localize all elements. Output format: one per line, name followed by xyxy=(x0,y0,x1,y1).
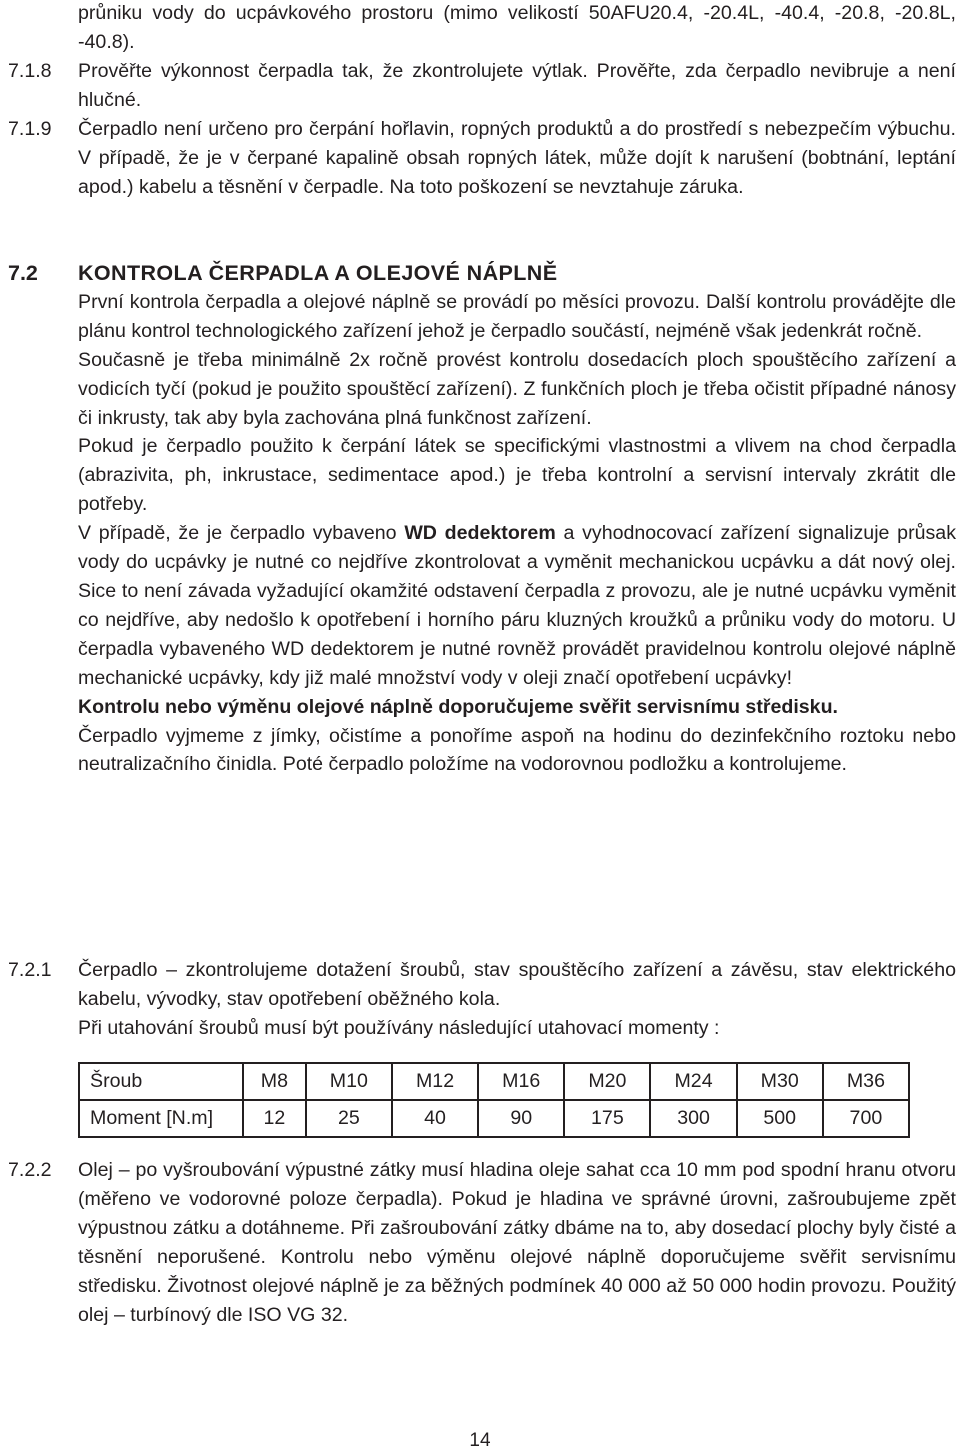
table-cell: M12 xyxy=(392,1063,478,1100)
paragraph: Čerpadlo vyjmeme z jímky, očistíme a ponoříme aspoň na hodinu do dezinfekčního roztoku nebo neutralizačního činidla. Poté čerpadlo položíme na vodorovnou podložku a kontrolujeme. xyxy=(78,724,956,776)
item-7-1-8 xyxy=(0,57,960,115)
item-7-1-9 xyxy=(0,115,960,202)
paragraph: V případě, že je čerpadlo vybaveno WD dedektorem a vyhodnocovací zařízení signalizuje průsak vody do ucpávky je nutné co nejdříve zkontrolovat a vyměnit mechanickou ucpávku a dát nový olej. Sice to není závada vyžadující okamžité odstavení čerpadla z provozu, ale je nutné ucpávku vyměnit co nejdříve, aby nedošlo k opotřebení i horního páru kluzných kroužků a průniku vody do motoru. U čerpadla vybaveného WD dedektorem je nutné rovněž provádět pravidelnou kontrolu olejové náplně mechanické ucpávky, kdy již malé množství vody v oleji značí opotřebení ucpávky! xyxy=(78,522,956,689)
table-row-label: Šroub xyxy=(79,1063,243,1100)
table-cell: M30 xyxy=(737,1063,823,1100)
table-cell: M36 xyxy=(823,1063,909,1100)
table-cell: 175 xyxy=(564,1100,650,1137)
section-number: 7.2 xyxy=(8,261,38,285)
item-text: Při utahování šroubů musí být používány následující utahovací momenty : xyxy=(78,1016,720,1039)
item-number: 7.1.9 xyxy=(8,118,52,140)
paragraph: První kontrola čerpadla a olejové náplně se provádí po měsíci provozu. Další kontrolu provádějte dle plánu kontrol technologického zařízení jehož je čerpadlo součástí, nejméně však jedenkrát ročně. xyxy=(78,290,956,342)
table-cell: 500 xyxy=(737,1100,823,1137)
page-number: 14 xyxy=(469,1430,491,1451)
bold-paragraph: Kontrolu nebo výměnu olejové náplně doporučujeme svěřit servisnímu středisku. xyxy=(78,695,838,718)
table-cell: 25 xyxy=(306,1100,392,1137)
item-text: Prověřte výkonnost čerpadla tak, že zkontrolujete výtlak. Prověřte, zda čerpadlo nevibruje a není hlučné. xyxy=(78,60,956,111)
item-text: Olej – po vyšroubování výpustné zátky musí hladina oleje sahat cca 10 mm pod spodní hranu otvoru (měřeno ve vodorovné poloze čerpadla). Pokud je hladina ve správné úrovni, zašroubujeme zpět výpustnou zátku a dotáhneme. Při zašroubování zátky dbáme na to, aby dosedací plochy byly čisté a těsnění neporušené. Kontrolu nebo výměnu olejové náplně doporučujeme svěřit servisnímu středisku. Životnost olejové náplně je za běžných podmínek 40 000 až 50 000 hodin provozu. Použitý olej – turbínový dle ISO VG 32. xyxy=(78,1159,956,1326)
continuation-block xyxy=(0,0,960,57)
table-cell: M24 xyxy=(650,1063,736,1100)
table-cell: M8 xyxy=(243,1063,306,1100)
table-cell: 40 xyxy=(392,1100,478,1137)
torque-table xyxy=(78,1062,910,1138)
item-7-2-2 xyxy=(0,1156,960,1329)
item-number: 7.1.8 xyxy=(8,60,52,82)
table-cell: 90 xyxy=(478,1100,564,1137)
table-row xyxy=(79,1063,909,1100)
item-number: 7.2.2 xyxy=(8,1159,52,1181)
table-cell: M10 xyxy=(306,1063,392,1100)
table-row xyxy=(79,1100,909,1137)
section-7-2 xyxy=(0,259,960,779)
section-title: KONTROLA ČERPADLA A OLEJOVÉ NÁPLNĚ xyxy=(78,261,558,285)
item-number: 7.2.1 xyxy=(8,959,52,981)
table-row-label: Moment [N.m] xyxy=(79,1100,243,1137)
table-cell: M20 xyxy=(564,1063,650,1100)
continuation-text: průniku vody do ucpávkového prostoru (mimo velikostí 50AFU20.4, -20.4L, -40.4, -20.8, -20.8L, -40.8). xyxy=(78,2,956,53)
item-text: Čerpadlo – zkontrolujeme dotažení šroubů, stav spouštěcího zařízení a závěsu, stav elektrického kabelu, vývodky, stav opotřebení oběžného kola. xyxy=(78,959,956,1010)
item-text: Čerpadlo není určeno pro čerpání hořlavin, ropných produktů a do prostředí s nebezpečím výbuchu. V případě, že je v čerpané kapalině obsah ropných látek, může dojít k narušení (bobtnání, leptání apod.) kabelu a těsnění v čerpadle. Na toto poškození se nevztahuje záruka. xyxy=(78,118,956,198)
table-cell: 300 xyxy=(650,1100,736,1137)
table-cell: M16 xyxy=(478,1063,564,1100)
paragraph: Pokud je čerpadlo použito k čerpání látek se specifickými vlastnostmi a vlivem na chod čerpadla (abrazivita, ph, inkrustace, sedimentace apod.) je třeba kontrolní a servisní intervaly zkrátit dle potřeby. xyxy=(78,435,956,516)
table-cell: 700 xyxy=(823,1100,909,1137)
table-cell: 12 xyxy=(243,1100,306,1137)
bold-term: WD dedektorem xyxy=(404,522,556,545)
item-7-2-1 xyxy=(0,956,960,1043)
paragraph: Současně je třeba minimálně 2x ročně provést kontrolu dosedacích ploch spouštěcího zařízení a vodicích tyčí (pokud je použito spouštěcí zařízení). Z funkčních ploch je třeba očistit případné nánosy či inkrusty, tak aby byla zachována plná funkčnost zařízení. xyxy=(78,348,956,429)
